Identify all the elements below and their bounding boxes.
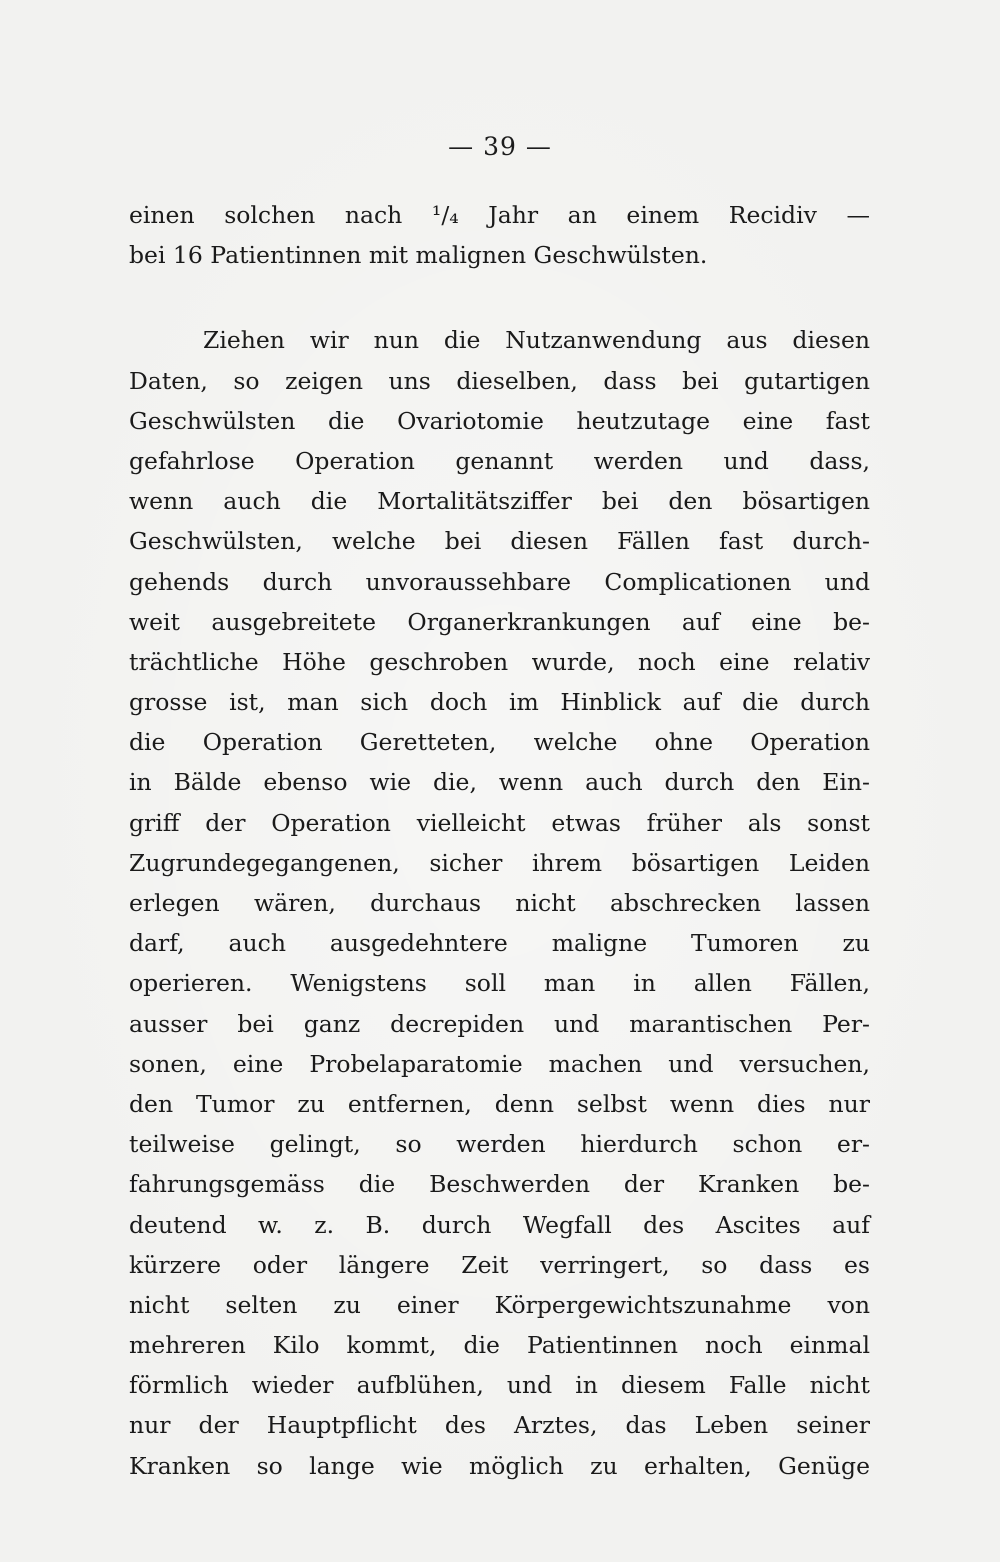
text-line: Ziehen wir nun die Nutzanwendung aus diesen xyxy=(203,326,870,355)
text-line: teilweise gelingt, so werden hierdurch schon er- xyxy=(129,1130,870,1159)
body-text xyxy=(129,195,870,1486)
text-line: Zugrundegegangenen, sicher ihrem bösartigen Leiden xyxy=(129,848,870,877)
text-line: bei 16 Patientinnen mit malignen Geschwülsten. xyxy=(129,241,708,270)
text-line: erlegen wären, durchaus nicht abschrecken lassen xyxy=(129,889,870,917)
text-line: Geschwülsten, welche bei diesen Fällen fast durch- xyxy=(129,527,870,556)
text-line: operieren. Wenigstens soll man in allen Fällen, xyxy=(129,969,870,998)
text-line: kürzere oder längere Zeit verringert, so dass es xyxy=(129,1250,870,1279)
text-line: nicht selten zu einer Körpergewichtszunahme von xyxy=(129,1290,870,1319)
text-line: trächtliche Höhe geschroben wurde, noch eine relativ xyxy=(129,647,870,676)
text-line: griff der Operation vielleicht etwas früher als sonst xyxy=(129,808,870,837)
text-line: darf, auch ausgedehntere maligne Tumoren zu xyxy=(129,929,870,958)
text-line: nur der Hauptpflicht des Arztes, das Leben seiner xyxy=(129,1411,870,1440)
text-line: mehreren Kilo kommt, die Patientinnen noch einmal xyxy=(129,1331,870,1360)
text-line: weit ausgebreitete Organerkrankungen auf eine be- xyxy=(129,607,870,636)
text-line: Daten, so zeigen uns dieselben, dass bei gutartigen xyxy=(129,366,870,395)
text-line: einen solchen nach ¹/₄ Jahr an einem Recidiv — xyxy=(129,201,870,229)
text-line: die Operation Geretteten, welche ohne Operation xyxy=(129,728,870,757)
text-line: gehends durch unvoraussehbare Complicationen und xyxy=(129,567,870,596)
text-line: förmlich wieder aufblühen, und in diesem Falle nicht xyxy=(129,1371,870,1400)
text-line: Kranken so lange wie möglich zu erhalten, Genüge xyxy=(129,1451,870,1480)
text-line: grosse ist, man sich doch im Hinblick auf die durch xyxy=(129,688,870,717)
page-number: — 39 — xyxy=(448,132,552,161)
text-line: Geschwülsten die Ovariotomie heutzutage eine fast xyxy=(129,406,870,435)
text-line: sonen, eine Probelaparatomie machen und versuchen, xyxy=(129,1049,870,1078)
text-line: deutend w. z. B. durch Wegfall des Ascites auf xyxy=(129,1210,870,1239)
text-line: wenn auch die Mortalitätsziffer bei den bösartigen xyxy=(129,487,870,516)
paragraph-1 xyxy=(129,195,870,275)
paragraph-2 xyxy=(129,320,870,1485)
text-line: gefahrlose Operation genannt werden und dass, xyxy=(129,446,870,475)
text-line: den Tumor zu entfernen, denn selbst wenn dies nur xyxy=(129,1089,870,1118)
text-line: fahrungsgemäss die Beschwerden der Kranken be- xyxy=(129,1170,870,1199)
text-line: in Bälde ebenso wie die, wenn auch durch den Ein- xyxy=(129,768,870,797)
text-line: ausser bei ganz decrepiden und marantischen Per- xyxy=(129,1009,870,1038)
